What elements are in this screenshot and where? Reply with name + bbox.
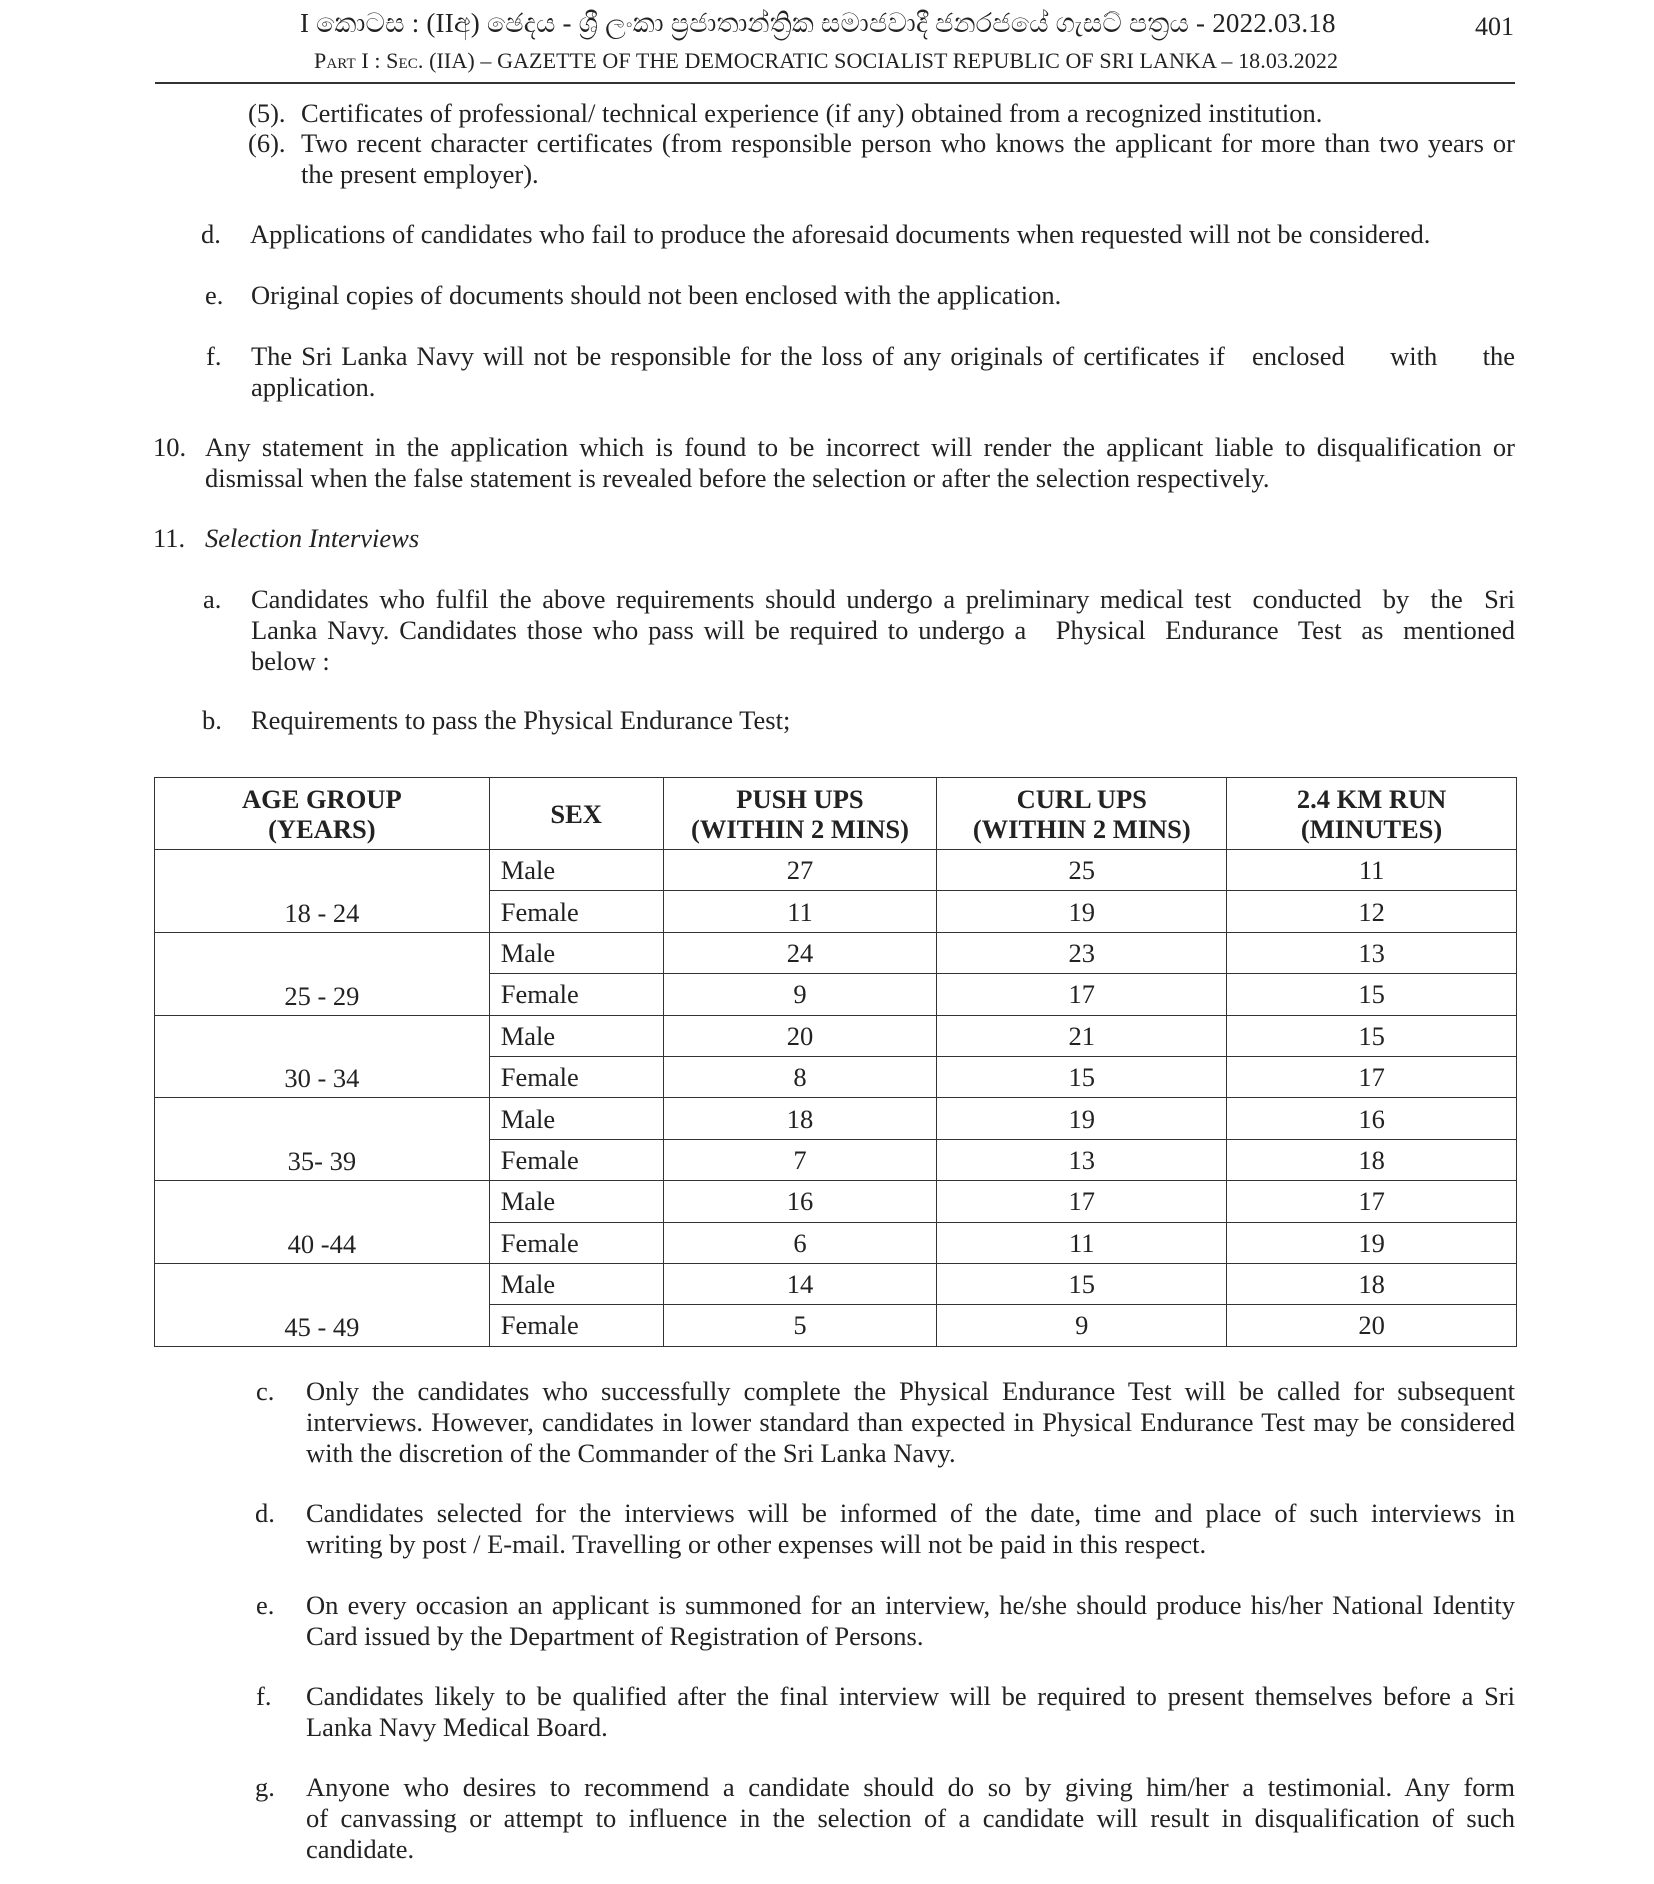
list-item-label: (5).	[248, 98, 286, 128]
age-group-cell: 18 - 24	[155, 850, 490, 933]
curl-ups-cell: 13	[937, 1139, 1227, 1180]
column-header-sex	[489, 778, 663, 850]
curl-ups-cell: 9	[937, 1305, 1227, 1346]
text-line: Any statement in the application which is found to be incorrect will render the applicant liable to disqualification or	[205, 432, 1515, 462]
age-group-cell: 45 - 49	[155, 1263, 490, 1346]
header-part-label: Part I : Sec.	[314, 48, 424, 73]
run-cell: 13	[1227, 932, 1517, 973]
physical-endurance-table	[154, 777, 1517, 1347]
text-line: Candidates who fulfil the above requirements should undergo a preliminary medical test conducted by the Sri	[251, 584, 1515, 614]
header-line: (YEARS)	[268, 813, 376, 844]
push-ups-cell: 6	[663, 1222, 937, 1263]
text-line: Candidates selected for the interviews will be informed of the date, time and place of such interviews in	[306, 1498, 1515, 1528]
push-ups-cell: 16	[663, 1181, 937, 1222]
item-text	[306, 1590, 1515, 1652]
sex-cell: Female	[489, 974, 663, 1015]
run-cell: 18	[1227, 1263, 1517, 1304]
text-line: writing by post / E-mail. Travelling or other expenses will not be paid in this respect.	[306, 1529, 1207, 1559]
header-divider	[155, 82, 1515, 84]
curl-ups-cell: 19	[937, 891, 1227, 932]
list-item-label: (6).	[248, 128, 286, 158]
table-row	[155, 1181, 1517, 1222]
curl-ups-cell: 19	[937, 1098, 1227, 1139]
item-text	[306, 1772, 1515, 1865]
text-line: On every occasion an applicant is summoned for an interview, he/she should produce his/her National Identity	[306, 1590, 1515, 1620]
header-line: SEX	[550, 798, 602, 829]
sex-cell: Male	[489, 932, 663, 973]
age-group-cell: 25 - 29	[155, 932, 490, 1015]
column-header-age-group	[155, 778, 490, 850]
item-label: b.	[202, 705, 222, 735]
push-ups-cell: 5	[663, 1305, 937, 1346]
push-ups-cell: 7	[663, 1139, 937, 1180]
run-cell: 20	[1227, 1305, 1517, 1346]
page-number: 401	[1475, 12, 1514, 41]
table-header-row	[155, 778, 1517, 850]
text-line: Only the candidates who successfully complete the Physical Endurance Test will be called for subsequent	[306, 1376, 1515, 1406]
push-ups-cell: 27	[663, 850, 937, 891]
table-row	[155, 932, 1517, 973]
text-line: Two recent character certificates (from responsible person who knows the applicant for more than two years or	[301, 128, 1515, 158]
list-item-text	[301, 128, 1515, 190]
table-row	[155, 1263, 1517, 1304]
table-row	[155, 1015, 1517, 1056]
curl-ups-cell: 17	[937, 1181, 1227, 1222]
sex-cell: Male	[489, 1015, 663, 1056]
curl-ups-cell: 15	[937, 1263, 1227, 1304]
push-ups-cell: 8	[663, 1056, 937, 1097]
run-cell: 17	[1227, 1056, 1517, 1097]
run-cell: 18	[1227, 1139, 1517, 1180]
item-label: f.	[206, 341, 222, 371]
text-line: dismissal when the false statement is revealed before the selection or after the selection respectively.	[205, 463, 1270, 493]
item-label: 10.	[153, 432, 187, 462]
header-line: PUSH UPS	[736, 783, 864, 814]
push-ups-cell: 18	[663, 1098, 937, 1139]
header-line: 2.4 KM RUN	[1296, 783, 1447, 814]
sex-cell: Male	[489, 1098, 663, 1139]
item-label: c.	[256, 1376, 275, 1406]
run-cell: 15	[1227, 974, 1517, 1015]
text-line: interviews. However, candidates in lower standard than expected in Physical Endurance Test may be considered	[306, 1407, 1515, 1437]
item-label: a.	[203, 584, 222, 614]
push-ups-cell: 14	[663, 1263, 937, 1304]
text-line: candidate.	[306, 1834, 415, 1864]
run-cell: 15	[1227, 1015, 1517, 1056]
push-ups-cell: 24	[663, 932, 937, 973]
item-label: 11.	[153, 523, 186, 553]
header-line: CURL UPS	[1016, 783, 1147, 814]
text-line: application.	[251, 372, 376, 402]
item-label: d.	[201, 219, 221, 249]
header-line: AGE GROUP	[241, 783, 402, 814]
table-row	[155, 850, 1517, 891]
text-line: The Sri Lanka Navy will not be responsible for the loss of any originals of certificates if enclosed with the	[251, 341, 1515, 371]
item-text: Applications of candidates who fail to produce the aforesaid documents when requested will not be considered.	[250, 219, 1431, 249]
curl-ups-cell: 17	[937, 974, 1227, 1015]
column-header-curl-ups	[937, 778, 1227, 850]
curl-ups-cell: 11	[937, 1222, 1227, 1263]
push-ups-cell: 20	[663, 1015, 937, 1056]
text-line: with the discretion of the Commander of the Sri Lanka Navy.	[306, 1438, 956, 1468]
item-text	[306, 1681, 1515, 1743]
sex-cell: Male	[489, 1181, 663, 1222]
text-line: Anyone who desires to recommend a candidate should do so by giving him/her a testimonial. Any form	[306, 1772, 1515, 1802]
text-line: below :	[251, 646, 330, 676]
age-group-cell: 35- 39	[155, 1098, 490, 1181]
sex-cell: Female	[489, 1222, 663, 1263]
age-group-cell: 40 -44	[155, 1181, 490, 1264]
item-text	[306, 1498, 1515, 1560]
header-sinhala-title: I කොටස : (IIඅ) ඡෙදය - ශ්‍රී ලංකා ප්‍රජාතාන්ත්‍රික සමාජවාදී ජනරජයේ ගැසට් පත්‍රය - 2022.03.18	[300, 8, 1336, 38]
item-text	[251, 584, 1515, 677]
text-line: of canvassing or attempt to influence in the selection of a candidate will result in disqualification of such	[306, 1803, 1515, 1833]
section-heading: Selection Interviews	[205, 523, 420, 553]
push-ups-cell: 9	[663, 974, 937, 1015]
sex-cell: Female	[489, 1056, 663, 1097]
curl-ups-cell: 21	[937, 1015, 1227, 1056]
item-text	[306, 1376, 1515, 1469]
item-text: Requirements to pass the Physical Endurance Test;	[251, 705, 791, 735]
table-row	[155, 1098, 1517, 1139]
sex-cell: Female	[489, 1139, 663, 1180]
item-label: g.	[255, 1772, 275, 1802]
item-label: f.	[256, 1681, 272, 1711]
item-text: Original copies of documents should not been enclosed with the application.	[251, 280, 1062, 310]
sex-cell: Female	[489, 891, 663, 932]
run-cell: 11	[1227, 850, 1517, 891]
column-header-push-ups	[663, 778, 937, 850]
curl-ups-cell: 25	[937, 850, 1227, 891]
text-line: Lanka Navy Medical Board.	[306, 1712, 608, 1742]
age-group-cell: 30 - 34	[155, 1015, 490, 1098]
sex-cell: Male	[489, 850, 663, 891]
text-line: Card issued by the Department of Registration of Persons.	[306, 1621, 924, 1651]
header-english-title	[314, 48, 1338, 74]
header-line: (WITHIN 2 MINS)	[691, 813, 909, 844]
run-cell: 16	[1227, 1098, 1517, 1139]
item-text	[251, 341, 1515, 403]
column-header-run	[1227, 778, 1517, 850]
item-text	[205, 432, 1515, 494]
run-cell: 17	[1227, 1181, 1517, 1222]
push-ups-cell: 11	[663, 891, 937, 932]
run-cell: 19	[1227, 1222, 1517, 1263]
item-label: e.	[205, 280, 224, 310]
sex-cell: Male	[489, 1263, 663, 1304]
curl-ups-cell: 15	[937, 1056, 1227, 1097]
list-item-text: Certificates of professional/ technical experience (if any) obtained from a recognized institution.	[301, 98, 1323, 128]
item-label: d.	[255, 1498, 275, 1528]
item-label: e.	[256, 1590, 275, 1620]
header-line: (WITHIN 2 MINS)	[972, 813, 1191, 844]
sex-cell: Female	[489, 1305, 663, 1346]
run-cell: 12	[1227, 891, 1517, 932]
header-english-text: (IIA) – GAZETTE OF THE DEMOCRATIC SOCIALIST REPUBLIC OF SRI LANKA – 18.03.2022	[423, 48, 1339, 73]
text-line: Candidates likely to be qualified after the final interview will be required to present themselves before a Sri	[306, 1681, 1515, 1711]
text-line: Lanka Navy. Candidates those who pass will be required to undergo a Physical Endurance Test as mentioned	[251, 615, 1515, 645]
curl-ups-cell: 23	[937, 932, 1227, 973]
text-line: the present employer).	[301, 159, 539, 189]
header-line: (MINUTES)	[1300, 813, 1443, 844]
